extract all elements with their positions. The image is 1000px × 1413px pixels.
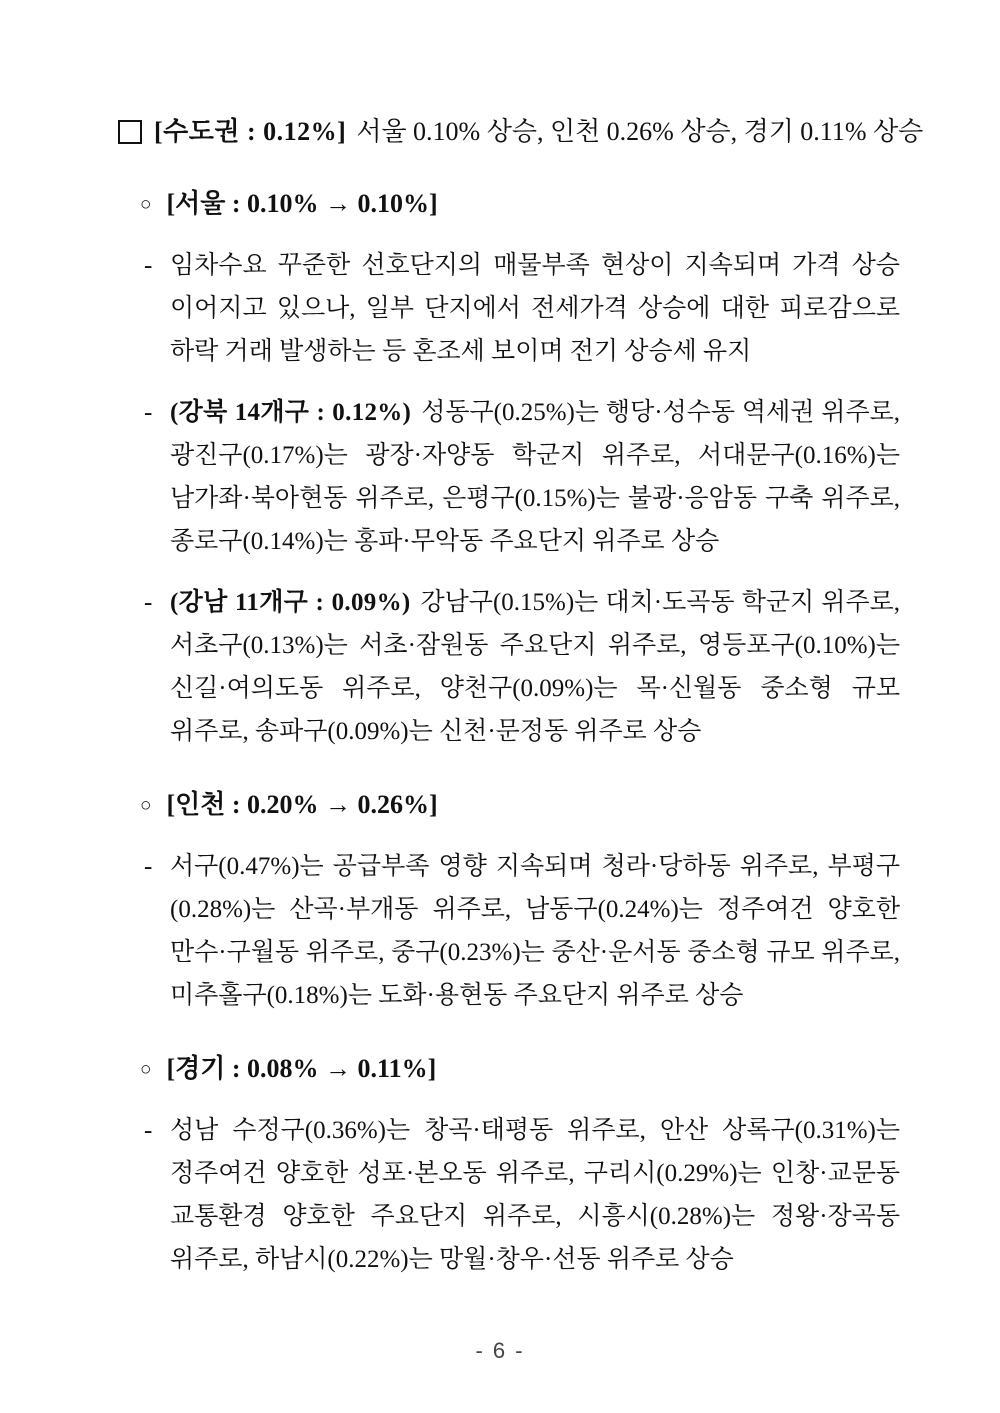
circle-bullet-icon: ○ <box>140 194 152 215</box>
metro-summary-title: [수도권 : 0.12%] <box>154 117 347 146</box>
section-heading-seoul-label: [서울 : 0.10% → 0.10%] <box>166 189 438 218</box>
dash-bullet: - <box>144 1117 153 1144</box>
item-text: 성남 수정구(0.36%)는 창곡·태평동 위주로, 안산 상록구(0.31%)는 정주여건 양호한 성포·본오동 위주로, 구리시(0.29%)는 인창·교문동 교통환경 양호한 주요단지 위주로, 시흥시(0.28%)는 정왕·장곡동 위주로, 하남시(0.22%)는 망월·창우·선동 위주로 상승 <box>170 1117 900 1273</box>
item-text <box>170 391 900 563</box>
circle-bullet-icon: ○ <box>140 795 152 816</box>
circle-bullet-icon: ○ <box>140 1059 152 1080</box>
metro-summary-line <box>118 112 924 152</box>
dash-bullet: - <box>144 399 153 426</box>
list-item <box>144 244 900 373</box>
dash-bullet: - <box>144 589 153 616</box>
item-text <box>170 581 900 753</box>
section-heading-gyeonggi-label: [경기 : 0.08% → 0.11%] <box>166 1054 437 1083</box>
item-lead: (강북 14개구 : 0.12%) <box>170 399 412 426</box>
section-heading-incheon <box>140 783 900 827</box>
list-item <box>144 1109 900 1281</box>
section-heading-seoul <box>140 182 900 226</box>
list-item <box>144 845 900 1017</box>
list-item <box>144 391 900 563</box>
item-text: 임차수요 꾸준한 선호단지의 매물부족 현상이 지속되며 가격 상승 이어지고 있으나, 일부 단지에서 전세가격 상승에 대한 피로감으로 하락 거래 발생하는 등 혼조세 보이며 전기 상승세 유지 <box>170 252 900 365</box>
item-lead: (강남 11개구 : 0.09%) <box>170 589 411 616</box>
item-text: 서구(0.47%)는 공급부족 영향 지속되며 청라·당하동 위주로, 부평구(0.28%)는 산곡·부개동 위주로, 남동구(0.24%)는 정주여건 양호한 만수·구월동 위주로, 중구(0.23%)는 중산·운서동 중소형 규모 위주로, 미추홀구(0.18%)는 도화·용현동 주요단지 위주로 상승 <box>170 853 900 1009</box>
section-heading-gyeonggi <box>140 1047 900 1091</box>
page-content <box>118 112 924 1281</box>
page-number: - 6 - <box>475 1338 525 1363</box>
section-heading-incheon-label: [인천 : 0.20% → 0.26%] <box>166 790 438 819</box>
dash-bullet: - <box>144 252 153 279</box>
checkbox-square-icon <box>118 120 142 144</box>
dash-bullet: - <box>144 853 153 880</box>
item-body: 성동구(0.25%)는 행당·성수동 역세권 위주로, 광진구(0.17%)는 광장·자양동 학군지 위주로, 서대문구(0.16%)는 남가좌·북아현동 위주로, 은평구(0.15%)는 불광·응암동 구축 위주로, 종로구(0.14%)는 홍파·무악동 주요단지 위주로 상승 <box>170 399 900 555</box>
metro-summary-text: 서울 0.10% 상승, 인천 0.26% 상승, 경기 0.11% 상승 <box>356 117 924 146</box>
list-item <box>144 581 900 753</box>
item-body: 강남구(0.15%)는 대치·도곡동 학군지 위주로, 서초구(0.13%)는 서초·잠원동 주요단지 위주로, 영등포구(0.10%)는 신길·여의도동 위주로, 양천구(0.09%)는 목·신월동 중소형 규모 위주로, 송파구(0.09%)는 신천·문정동 위주로 상승 <box>170 589 900 745</box>
